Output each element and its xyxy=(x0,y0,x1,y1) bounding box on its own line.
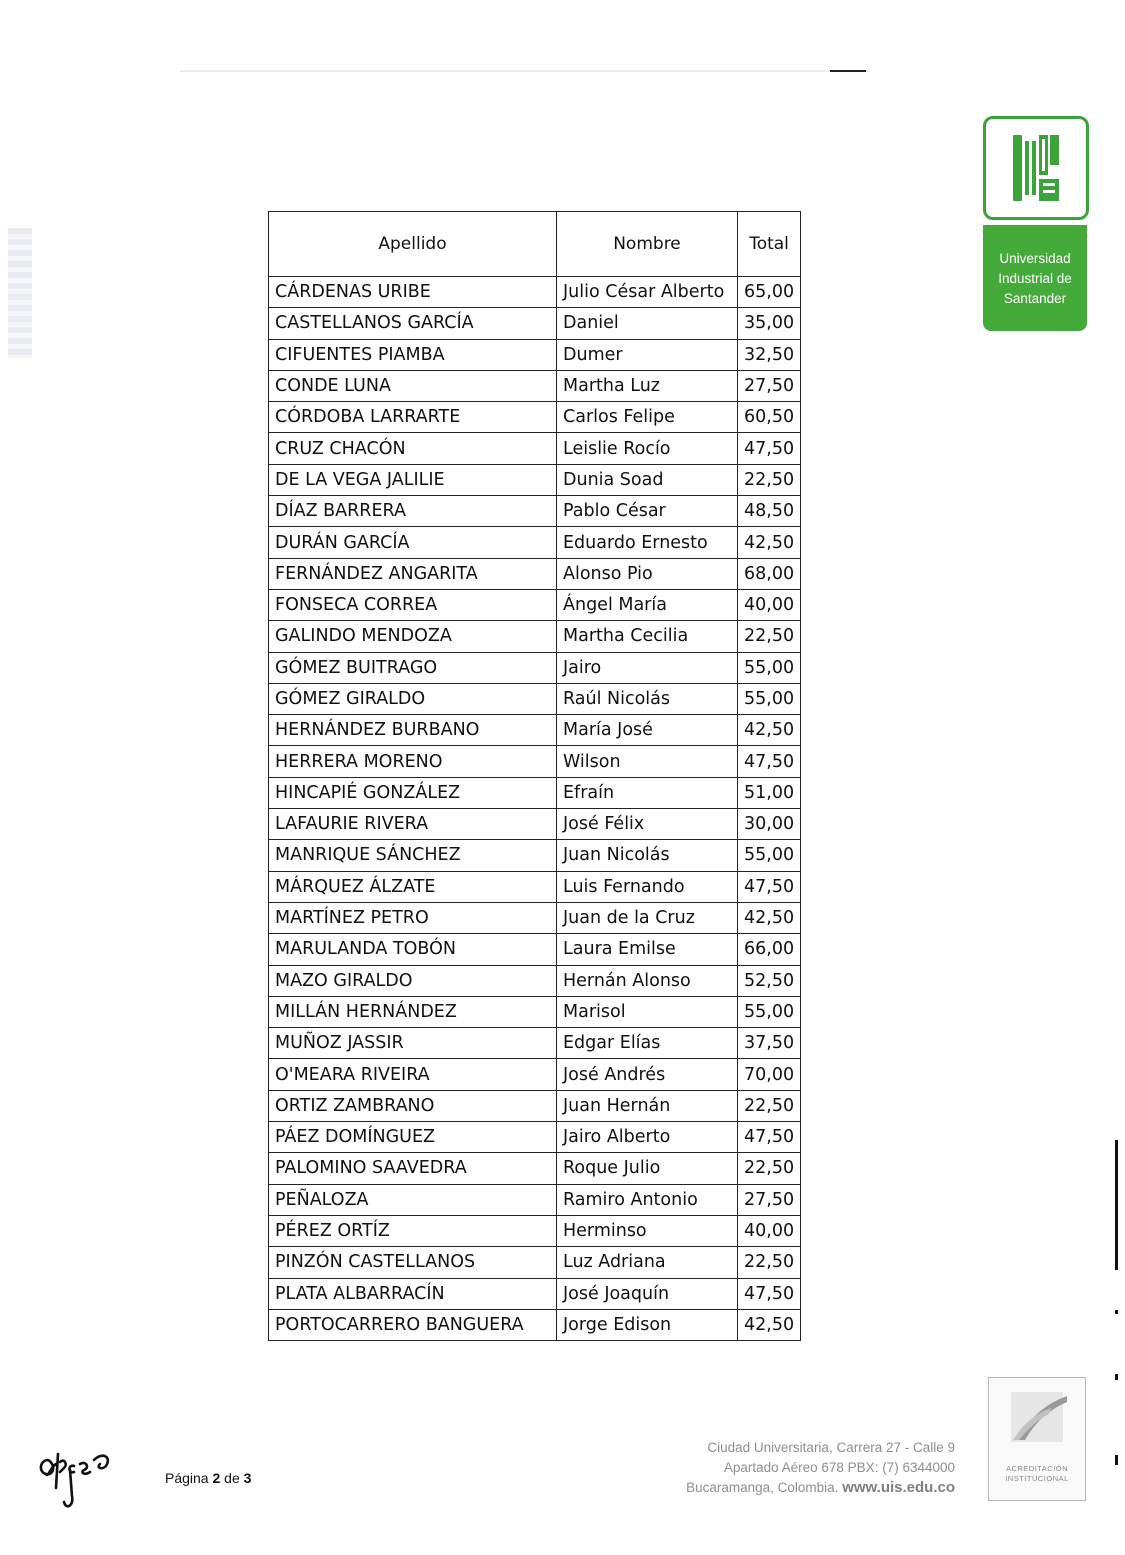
handwritten-initials xyxy=(30,1438,140,1518)
cell-name: Pablo César xyxy=(557,496,738,527)
page-current: 2 xyxy=(212,1470,221,1486)
cell-name: Martha Luz xyxy=(557,370,738,401)
table-row xyxy=(269,1247,801,1278)
logo-line-2: Industrial de xyxy=(998,271,1072,286)
cell-total: 47,50 xyxy=(738,433,801,464)
cell-name: Raúl Nicolás xyxy=(557,683,738,714)
table-row xyxy=(269,809,801,840)
cell-surname: GÓMEZ BUITRAGO xyxy=(269,652,557,683)
table-row xyxy=(269,840,801,871)
table-row xyxy=(269,277,801,308)
cell-surname: HERNÁNDEZ BURBANO xyxy=(269,715,557,746)
cell-name: Roque Julio xyxy=(557,1153,738,1184)
cell-surname: HERRERA MORENO xyxy=(269,746,557,777)
cell-total: 42,50 xyxy=(738,715,801,746)
page-total: 3 xyxy=(243,1470,252,1486)
cell-surname: PORTOCARRERO BANGUERA xyxy=(269,1309,557,1340)
cell-total: 27,50 xyxy=(738,370,801,401)
cell-surname: CONDE LUNA xyxy=(269,370,557,401)
cell-total: 47,50 xyxy=(738,1278,801,1309)
cell-name: Hernán Alonso xyxy=(557,965,738,996)
cell-total: 47,50 xyxy=(738,746,801,777)
cell-surname: MÁRQUEZ ÁLZATE xyxy=(269,871,557,902)
cell-total: 65,00 xyxy=(738,277,801,308)
cell-total: 40,00 xyxy=(738,1215,801,1246)
website-link[interactable]: www.uis.edu.co xyxy=(842,1479,955,1496)
cell-name: Jairo Alberto xyxy=(557,1122,738,1153)
table-row xyxy=(269,1215,801,1246)
table-row xyxy=(269,527,801,558)
address-line-3 xyxy=(580,1478,955,1498)
cell-name: Jairo xyxy=(557,652,738,683)
table-row xyxy=(269,370,801,401)
table-row xyxy=(269,1153,801,1184)
cell-name: José Joaquín xyxy=(557,1278,738,1309)
cell-total: 55,00 xyxy=(738,840,801,871)
cell-total: 52,50 xyxy=(738,965,801,996)
table-row xyxy=(269,1059,801,1090)
table-row xyxy=(269,683,801,714)
cell-name: Jorge Edison xyxy=(557,1309,738,1340)
accreditation-seal xyxy=(988,1377,1086,1501)
page-of: de xyxy=(224,1470,240,1486)
cell-total: 51,00 xyxy=(738,777,801,808)
table-row xyxy=(269,1090,801,1121)
table-row xyxy=(269,652,801,683)
cell-surname: O'MEARA RIVEIRA xyxy=(269,1059,557,1090)
table-row xyxy=(269,902,801,933)
cell-surname: MAZO GIRALDO xyxy=(269,965,557,996)
cell-total: 42,50 xyxy=(738,1309,801,1340)
cell-name: Laura Emilse xyxy=(557,934,738,965)
table-row xyxy=(269,746,801,777)
cell-total: 22,50 xyxy=(738,464,801,495)
cell-total: 47,50 xyxy=(738,1122,801,1153)
cell-name: Daniel xyxy=(557,308,738,339)
table-row xyxy=(269,715,801,746)
cell-surname: CRUZ CHACÓN xyxy=(269,433,557,464)
cell-surname: PALOMINO SAAVEDRA xyxy=(269,1153,557,1184)
cell-total: 40,00 xyxy=(738,589,801,620)
address-line-1: Ciudad Universitaria, Carrera 27 - Calle 9 xyxy=(707,1440,955,1455)
cell-surname: GALINDO MENDOZA xyxy=(269,621,557,652)
cell-surname: ORTIZ ZAMBRANO xyxy=(269,1090,557,1121)
cell-name: Edgar Elías xyxy=(557,1028,738,1059)
table-row xyxy=(269,402,801,433)
cell-surname: PEÑALOZA xyxy=(269,1184,557,1215)
table-row xyxy=(269,965,801,996)
cell-surname: DE LA VEGA JALILIE xyxy=(269,464,557,495)
cell-total: 42,50 xyxy=(738,902,801,933)
cell-total: 68,00 xyxy=(738,558,801,589)
cell-total: 55,00 xyxy=(738,683,801,714)
address-city: Bucaramanga, Colombia. xyxy=(686,1480,839,1495)
scan-edge-mark xyxy=(1115,1140,1118,1270)
cell-total: 48,50 xyxy=(738,496,801,527)
cell-surname: MARULANDA TOBÓN xyxy=(269,934,557,965)
table-row xyxy=(269,1028,801,1059)
cell-surname: CÓRDOBA LARRARTE xyxy=(269,402,557,433)
table-row xyxy=(269,496,801,527)
table-row xyxy=(269,1309,801,1340)
scan-artifact-smudge xyxy=(8,228,32,358)
cell-total: 70,00 xyxy=(738,1059,801,1090)
cell-name: Leislie Rocío xyxy=(557,433,738,464)
accreditation-line-2: INSTITUCIONAL xyxy=(1005,1474,1069,1483)
cell-total: 37,50 xyxy=(738,1028,801,1059)
cell-name: Martha Cecilia xyxy=(557,621,738,652)
table-row xyxy=(269,308,801,339)
cell-total: 55,00 xyxy=(738,652,801,683)
cell-name: Dumer xyxy=(557,339,738,370)
accreditation-emblem xyxy=(989,1378,1085,1458)
cell-name: Juan Nicolás xyxy=(557,840,738,871)
table-row xyxy=(269,934,801,965)
cell-total: 42,50 xyxy=(738,527,801,558)
table-row xyxy=(269,777,801,808)
cell-surname: MUÑOZ JASSIR xyxy=(269,1028,557,1059)
cell-surname: CÁRDENAS URIBE xyxy=(269,277,557,308)
cell-surname: HINCAPIÉ GONZÁLEZ xyxy=(269,777,557,808)
cell-name: Ramiro Antonio xyxy=(557,1184,738,1215)
cell-name: Juan de la Cruz xyxy=(557,902,738,933)
cell-surname: FONSECA CORREA xyxy=(269,589,557,620)
cell-surname: FERNÁNDEZ ANGARITA xyxy=(269,558,557,589)
table-row xyxy=(269,996,801,1027)
logo-line-1: Universidad xyxy=(999,251,1071,266)
cell-total: 22,50 xyxy=(738,621,801,652)
results-table xyxy=(268,211,801,1341)
cell-total: 66,00 xyxy=(738,934,801,965)
table-row xyxy=(269,621,801,652)
scan-edge-mark xyxy=(1115,1455,1118,1465)
cell-surname: GÓMEZ GIRALDO xyxy=(269,683,557,714)
scan-artifact-line xyxy=(830,70,866,72)
cell-surname: DURÁN GARCÍA xyxy=(269,527,557,558)
cell-total: 30,00 xyxy=(738,809,801,840)
table-row xyxy=(269,1278,801,1309)
cell-surname: CASTELLANOS GARCÍA xyxy=(269,308,557,339)
cell-name: Herminso xyxy=(557,1215,738,1246)
footer-address xyxy=(580,1438,955,1498)
table-row xyxy=(269,464,801,495)
cell-name: Juan Hernán xyxy=(557,1090,738,1121)
uis-logo-banner xyxy=(983,225,1087,331)
cell-total: 55,00 xyxy=(738,996,801,1027)
cell-name: Efraín xyxy=(557,777,738,808)
table-row xyxy=(269,339,801,370)
cell-surname: PINZÓN CASTELLANOS xyxy=(269,1247,557,1278)
table-row xyxy=(269,1122,801,1153)
cell-total: 60,50 xyxy=(738,402,801,433)
cell-name: Eduardo Ernesto xyxy=(557,527,738,558)
header-name: Nombre xyxy=(557,212,738,277)
cell-name: Alonso Pio xyxy=(557,558,738,589)
table-row xyxy=(269,589,801,620)
cell-name: José Andrés xyxy=(557,1059,738,1090)
scan-artifact-line xyxy=(180,70,870,72)
table-row xyxy=(269,871,801,902)
cell-name: María José xyxy=(557,715,738,746)
page-number xyxy=(165,1470,251,1486)
page-label: Página xyxy=(165,1470,209,1486)
cell-name: Wilson xyxy=(557,746,738,777)
cell-name: Marisol xyxy=(557,996,738,1027)
uis-logo xyxy=(983,116,1089,220)
cell-surname: LAFAURIE RIVERA xyxy=(269,809,557,840)
table-row xyxy=(269,558,801,589)
logo-line-3: Santander xyxy=(1003,291,1067,306)
cell-name: Luz Adriana xyxy=(557,1247,738,1278)
cell-surname: DÍAZ BARRERA xyxy=(269,496,557,527)
cell-total: 22,50 xyxy=(738,1247,801,1278)
cell-name: Carlos Felipe xyxy=(557,402,738,433)
cell-total: 35,00 xyxy=(738,308,801,339)
uis-logo-mark xyxy=(1013,135,1059,201)
cell-surname: MARTÍNEZ PETRO xyxy=(269,902,557,933)
cell-surname: MANRIQUE SÁNCHEZ xyxy=(269,840,557,871)
cell-total: 32,50 xyxy=(738,339,801,370)
header-surname: Apellido xyxy=(269,212,557,277)
scan-edge-mark xyxy=(1115,1310,1118,1314)
cell-name: José Félix xyxy=(557,809,738,840)
header-total: Total xyxy=(738,212,801,277)
cell-surname: CIFUENTES PIAMBA xyxy=(269,339,557,370)
table-row xyxy=(269,433,801,464)
cell-surname: PÉREZ ORTÍZ xyxy=(269,1215,557,1246)
cell-total: 22,50 xyxy=(738,1153,801,1184)
scan-edge-mark xyxy=(1115,1374,1118,1380)
cell-name: Dunia Soad xyxy=(557,464,738,495)
table-body xyxy=(269,277,801,1341)
cell-total: 27,50 xyxy=(738,1184,801,1215)
cell-surname: PÁEZ DOMÍNGUEZ xyxy=(269,1122,557,1153)
table-header-row xyxy=(269,212,801,277)
address-line-2: Apartado Aéreo 678 PBX: (7) 6344000 xyxy=(723,1460,955,1475)
accreditation-line-1: ACREDITACIÓN xyxy=(1005,1464,1069,1473)
cell-name: Julio César Alberto xyxy=(557,277,738,308)
table-row xyxy=(269,1184,801,1215)
cell-surname: PLATA ALBARRACÍN xyxy=(269,1278,557,1309)
cell-name: Luis Fernando xyxy=(557,871,738,902)
cell-name: Ángel María xyxy=(557,589,738,620)
cell-total: 22,50 xyxy=(738,1090,801,1121)
cell-surname: MILLÁN HERNÁNDEZ xyxy=(269,996,557,1027)
cell-total: 47,50 xyxy=(738,871,801,902)
